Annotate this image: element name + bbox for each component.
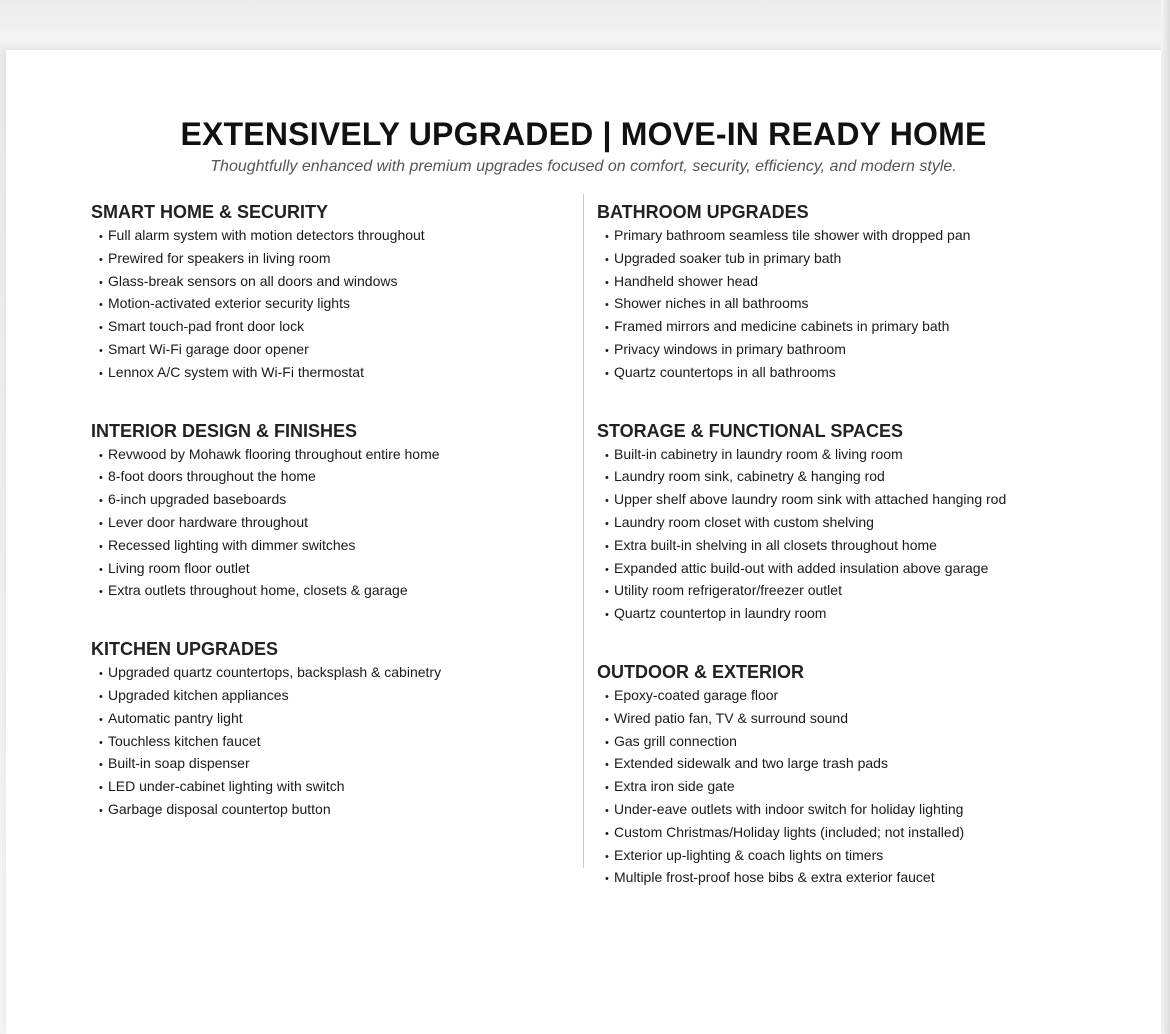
list-item-text: Automatic pantry light [108,709,243,726]
upgrade-list [597,685,1137,890]
section-interior-design-and-finishes [91,422,571,604]
list-item-text: Living room floor outlet [108,559,250,576]
list-item [91,339,571,362]
bullet-icon: • [605,563,609,576]
list-item [597,271,1137,294]
bullet-icon: • [99,668,103,681]
bullet-icon: • [99,367,103,380]
bullet-icon: • [605,759,609,772]
list-item [597,867,1137,890]
list-item-text: Upgraded quartz countertops, backsplash & cabinetry [108,664,442,681]
bullet-icon: • [99,713,103,726]
list-item-text: Shower niches in all bathrooms [614,295,809,312]
bullet-icon: • [99,540,103,553]
list-item [597,512,1137,535]
list-item-text: Glass-break sensors on all doors and windows [108,272,398,289]
list-item [91,293,571,316]
section-outdoor-and-exterior [597,663,1137,890]
list-item-text: Handheld shower head [614,272,758,289]
list-item-text: Extra outlets throughout home, closets & garage [108,582,408,599]
list-item-text: Garbage disposal countertop button [108,800,331,817]
list-item [91,316,571,339]
list-item-text: Smart touch-pad front door lock [108,318,305,335]
list-item-text: Prewired for speakers in living room [108,249,331,266]
section-heading: INTERIOR DESIGN & FINISHES [91,420,358,441]
bullet-icon: • [99,563,103,576]
list-item [91,580,571,603]
document-page [6,50,1161,1034]
bullet-icon: • [605,873,609,886]
list-item-text: Upper shelf above laundry room sink with attached hanging rod [614,491,1007,508]
bullet-icon: • [605,253,609,266]
list-item [91,466,571,489]
list-item-text: Wired patio fan, TV & surround sound [614,709,848,726]
list-item [91,685,571,708]
bullet-icon: • [99,782,103,795]
bullet-icon: • [605,782,609,795]
list-item-text: LED under-cabinet lighting with switch [108,778,345,795]
bullet-icon: • [605,827,609,840]
section-bathroom-upgrades [597,203,1137,385]
upgrade-list [91,662,571,822]
section-kitchen-upgrades [91,640,571,822]
list-item [597,822,1137,845]
bullet-icon: • [99,449,103,462]
list-item [91,512,571,535]
bullet-icon: • [99,586,103,599]
list-item-text: Expanded attic build-out with added insulation above garage [614,559,989,576]
list-item [597,248,1137,271]
list-item [91,248,571,271]
list-item-text: Revwood by Mohawk flooring throughout entire home [108,445,440,462]
list-item [91,708,571,731]
list-item-text: Quartz countertop in laundry room [614,605,827,622]
section-heading: SMART HOME & SECURITY [91,202,329,222]
bullet-icon: • [99,804,103,817]
section-heading: OUTDOOR & EXTERIOR [597,661,805,682]
list-item [91,489,571,512]
section-smart-home-and-security [91,203,571,385]
bullet-icon: • [99,736,103,749]
list-item [91,799,571,822]
page-edge-shadow [1161,0,1170,1034]
list-item-text: Extended sidewalk and two large trash pads [614,755,888,772]
list-item [91,535,571,558]
list-item [597,753,1137,776]
list-item-text: Utility room refrigerator/freezer outlet [614,582,842,599]
bullet-icon: • [99,472,103,485]
list-item [597,776,1137,799]
list-item-text: Recessed lighting with dimmer switches [108,536,356,553]
list-item [597,708,1137,731]
list-item-text: Smart Wi-Fi garage door opener [108,340,309,357]
upgrade-list [91,225,571,385]
list-item [597,558,1137,581]
list-item-text: 8-foot doors throughout the home [108,468,316,485]
list-item-text: Built-in soap dispenser [108,755,250,772]
list-item-text: 6-inch upgraded baseboards [108,491,287,508]
document-title: EXTENSIVELY UPGRADED | MOVE-IN READY HOME [180,116,987,152]
bullet-icon: • [605,299,609,312]
bullet-icon: • [605,495,609,508]
bullet-icon: • [605,540,609,553]
list-item [91,225,571,248]
right-column [597,203,1137,890]
section-storage-and-functional-spaces [597,422,1137,626]
bullet-icon: • [605,367,609,380]
bullet-icon: • [605,517,609,530]
list-item-text: Touchless kitchen faucet [108,732,261,749]
list-item [597,293,1137,316]
section-heading: KITCHEN UPGRADES [91,639,279,660]
bullet-icon: • [99,253,103,266]
list-item [91,362,571,385]
bullet-icon: • [605,276,609,289]
bullet-icon: • [99,231,103,243]
list-item [597,489,1137,512]
list-item [91,662,571,685]
left-column [91,203,571,822]
list-item-text: Motion-activated exterior security lights [108,295,350,312]
list-item-text: Gas grill connection [614,732,737,749]
list-item [597,444,1137,467]
list-item-text: Extra built-in shelving in all closets throughout home [614,536,937,553]
list-item-text: Laundry room closet with custom shelving [614,513,874,530]
list-item-text: Extra iron side gate [614,778,735,795]
bullet-icon: • [605,713,609,726]
list-item-text: Framed mirrors and medicine cabinets in primary bath [614,318,950,335]
list-item-text: Quartz countertops in all bathrooms [614,363,836,380]
list-item-text: Custom Christmas/Holiday lights (included; not installed) [614,823,965,840]
list-item [597,535,1137,558]
list-item [597,580,1137,603]
bullet-icon: • [99,344,103,357]
list-item [597,799,1137,822]
list-item [597,316,1137,339]
list-item-text: Upgraded kitchen appliances [108,686,289,703]
bullet-icon: • [605,850,609,863]
bullet-icon: • [605,472,609,485]
list-item-text: Lever door hardware throughout [108,513,309,530]
list-item [91,776,571,799]
document-subtitle: Thoughtfully enhanced with premium upgrades focused on comfort, security, efficiency, and modern style. [210,158,957,175]
bullet-icon: • [605,586,609,599]
list-item [91,731,571,754]
bullet-icon: • [605,322,609,335]
section-heading: BATHROOM UPGRADES [597,202,809,222]
list-item-text: Upgraded soaker tub in primary bath [614,249,842,266]
list-item [91,753,571,776]
bullet-icon: • [99,322,103,335]
list-item-text: Privacy windows in primary bathroom [614,340,846,357]
bullet-icon: • [99,759,103,772]
list-item [597,685,1137,708]
list-item-text: Epoxy-coated garage floor [614,686,779,703]
bullet-icon: • [605,690,609,703]
list-item-text: Multiple frost-proof hose bibs & extra exterior faucet [614,869,935,886]
bullet-icon: • [605,736,609,749]
bullet-icon: • [99,517,103,530]
list-item [597,339,1137,362]
bullet-icon: • [99,299,103,312]
list-item [597,845,1137,868]
list-item [597,603,1137,626]
list-item-text: Exterior up-lighting & coach lights on timers [614,846,884,863]
bullet-icon: • [99,690,103,703]
upgrade-list [91,444,571,604]
upgrade-list [597,225,1137,385]
list-item-text: Primary bathroom seamless tile shower with dropped pan [614,227,971,243]
bullet-icon: • [99,276,103,289]
column-divider [583,194,584,868]
section-heading: STORAGE & FUNCTIONAL SPACES [597,420,904,441]
bullet-icon: • [99,495,103,508]
bullet-icon: • [605,609,609,622]
list-item-text: Lennox A/C system with Wi-Fi thermostat [108,363,364,380]
bullet-icon: • [605,344,609,357]
bullet-icon: • [605,804,609,817]
list-item-text: Under-eave outlets with indoor switch for holiday lighting [614,800,964,817]
list-item [91,558,571,581]
list-item [597,362,1137,385]
list-item [597,466,1137,489]
list-item [597,225,1137,248]
bullet-icon: • [605,449,609,462]
list-item [597,731,1137,754]
upgrade-list [597,444,1137,626]
list-item [91,444,571,467]
list-item-text: Full alarm system with motion detectors throughout [108,227,425,243]
list-item-text: Laundry room sink, cabinetry & hanging rod [614,468,885,485]
list-item [91,271,571,294]
list-item-text: Built-in cabinetry in laundry room & living room [614,445,903,462]
bullet-icon: • [605,231,609,243]
